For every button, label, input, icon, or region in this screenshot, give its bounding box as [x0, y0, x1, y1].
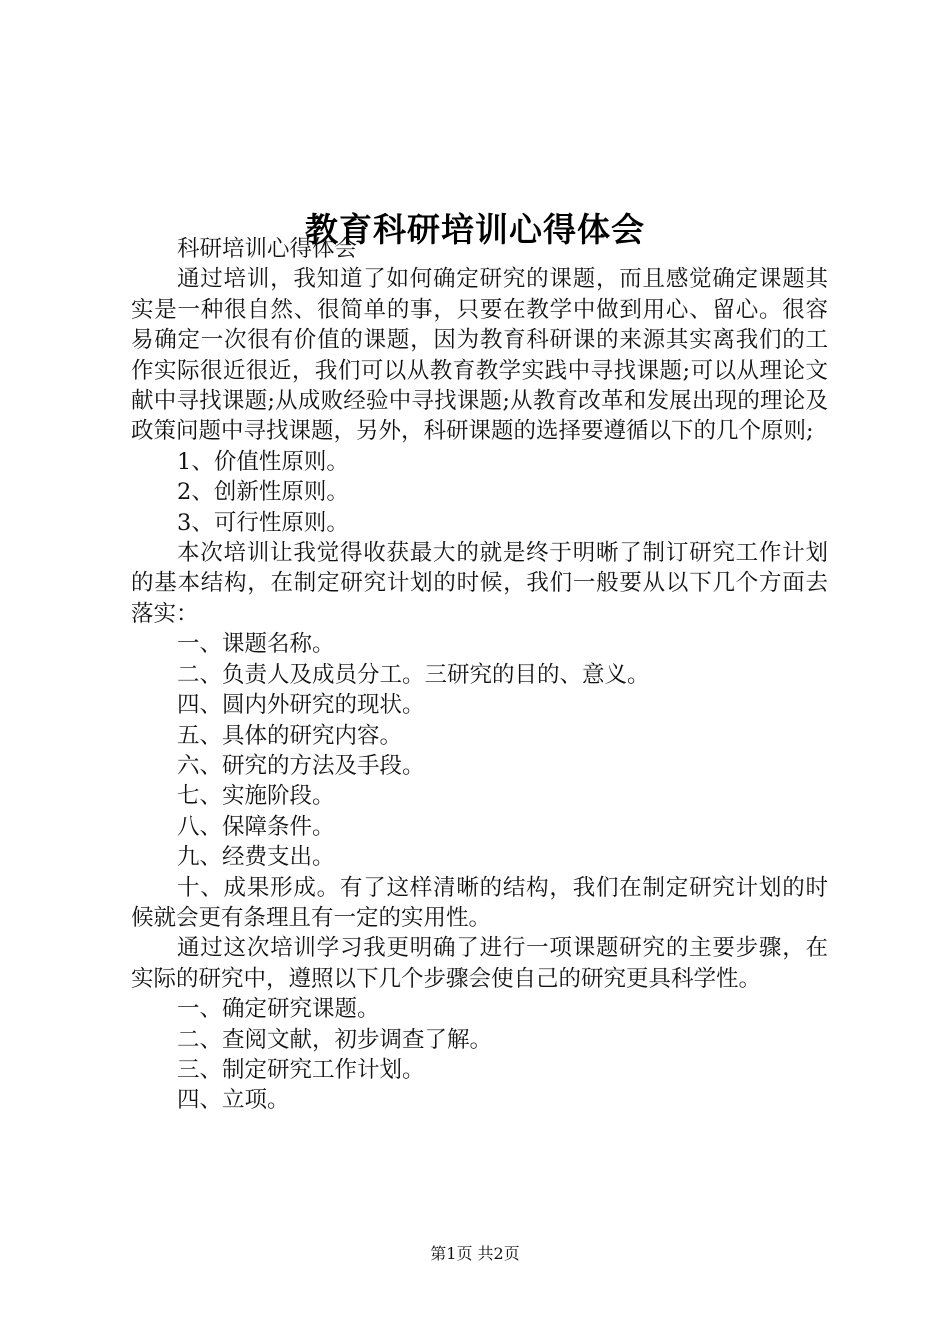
document-paragraph: 四、立项。: [177, 1087, 290, 1114]
document-paragraph: 一、课题名称。: [177, 631, 335, 658]
document-paragraph: 2、创新性原则。: [177, 479, 349, 506]
document-paragraph: 二、查阅文献，初步调查了解。: [177, 1026, 493, 1053]
document-paragraph: 科研培训心得体会: [177, 236, 358, 262]
page-footer: 第1页 共2页: [430, 1244, 520, 1263]
document-paragraph: 八、保障条件。: [177, 813, 335, 840]
document-paragraph: 一、确定研究课题。: [177, 996, 380, 1023]
document-paragraph: 1、价值性原则。: [177, 448, 349, 475]
document-paragraph: 本次培训让我觉得收获最大的就是终于明晰了制订研究工作计划的基本结构，在制定研究计划的时候，我们一般要从以下几个方面去落实：: [131, 540, 828, 627]
document-body: [131, 234, 828, 1116]
document-title: 教育科研培训心得体会: [305, 210, 645, 250]
document-paragraph: 3、可行性原则。: [177, 509, 349, 536]
document-paragraph: 五、具体的研究内容。: [177, 722, 403, 749]
document-paragraph: 通过这次培训学习我更明确了进行一项课题研究的主要步骤，在实际的研究中，遵照以下几个步骤会使自己的研究更具科学性。: [131, 935, 828, 992]
document-paragraph: 二、负责人及成员分工。三研究的目的、意义。: [177, 661, 650, 688]
document-paragraph: 七、实施阶段。: [177, 783, 335, 810]
document-paragraph: 九、经费支出。: [177, 844, 335, 871]
document-paragraph: 三、制定研究工作计划。: [177, 1056, 425, 1083]
document-paragraph: 通过培训，我知道了如何确定研究的课题，而且感觉确定课题其实是一种很自然、很简单的事，只要在教学中做到用心、留心。很容易确定一次很有价值的课题，因为教育科研课的来源其实离我们的工作实际很近很近，我们可以从教育教学实践中寻找课题;可以从理论文献中寻找课题;从成败经验中寻找课题;从教育改革和发展出现的理论及政策问题中寻找课题，另外，科研课题的选择要遵循以下的几个原则;: [131, 266, 828, 445]
document-paragraph: 六、研究的方法及手段。: [177, 752, 425, 779]
document-paragraph: 十、成果形成。有了这样清晰的结构，我们在制定研究计划的时候就会更有条理且有一定的实用性。: [131, 874, 828, 931]
document-paragraph: 四、圆内外研究的现状。: [177, 692, 425, 719]
